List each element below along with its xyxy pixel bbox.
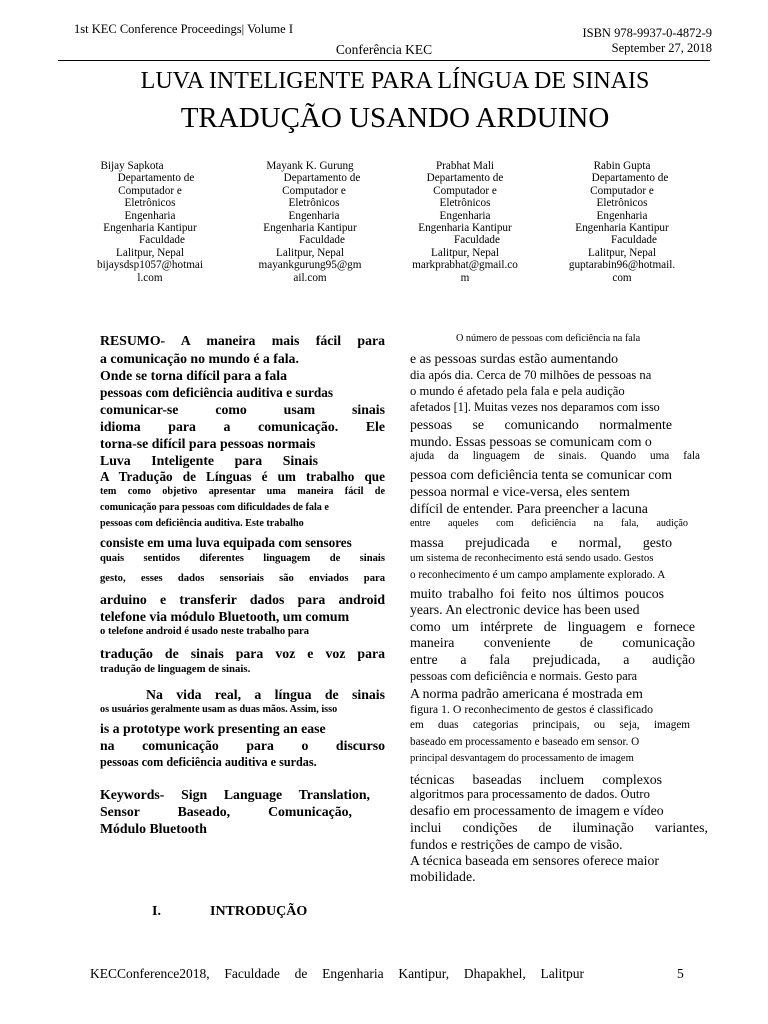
author-affiliation: Faculdade [611, 234, 657, 247]
abstract-line: pessoas com deficiência auditiva. Este trabalho [100, 518, 304, 529]
keywords-line: Keywords- Sign Language Translation, [100, 787, 370, 802]
body-line: fundos e restrições de campo de visão. [410, 837, 623, 852]
body-line: pessoa normal e vice-versa, eles sentem [410, 484, 630, 499]
body-line: dia após dia. Cerca de 70 milhões de pessoas na [410, 368, 652, 382]
body-line: em duas categorias principais, ou seja, imagem [410, 719, 690, 731]
author-dept: Eletrônicos [288, 197, 340, 210]
author-name: Prabhat Mali [435, 160, 495, 172]
section-number: I. [152, 904, 161, 919]
body-line: O número de pessoas com deficiência na fala [456, 333, 641, 344]
author-dept: Computador e [433, 184, 497, 197]
author-name: Mayank K. Gurung [266, 160, 354, 172]
body-line: maneira conveniente de comunicação [410, 635, 695, 650]
paragraph-line: na comunicação para o discurso [100, 738, 385, 753]
author-block-4 [552, 160, 692, 284]
author-email: m [460, 271, 470, 284]
author-affiliation: Faculdade [299, 234, 345, 247]
author-email: guptarabin96@hotmail. [568, 259, 676, 272]
body-line: A técnica baseada em sensores oferece maior [410, 853, 659, 868]
proceedings-label: 1st KEC Conference Proceedings| Volume I [74, 22, 294, 36]
author-email: mayankgurung95@gm [258, 259, 362, 272]
author-affiliation: Faculdade [139, 234, 185, 247]
body-line: afetados [1]. Muitas vezes nos deparamos com isso [410, 400, 660, 414]
abstract-line: telefone via módulo Bluetooth, um comum [100, 609, 350, 624]
body-line: inclui condições de iluminação variantes, [410, 820, 708, 835]
author-dept: Computador e [590, 184, 654, 197]
body-line: o reconhecimento é um campo amplamente explorado. A [410, 569, 666, 581]
abstract-line: comunicação para pessoas com dificuldades de fala e [100, 502, 329, 513]
body-line: pessoas com deficiência e normais. Gesto para [410, 669, 638, 683]
author-dept: Engenharia [288, 209, 340, 222]
introduction-text [410, 333, 722, 886]
footer-text: KECConference2018, Faculdade de Engenharia Kantipur, Dhapakhel, Lalitpur [90, 966, 584, 981]
abstract-line: Onde se torna difícil para a fala [100, 368, 288, 383]
paragraph-line: Na vida real, a língua de sinais [146, 687, 385, 702]
author-dept: Engenharia [124, 209, 176, 222]
author-affiliation: Engenharia Kantipur [103, 222, 197, 235]
author-location: Lalitpur, Nepal [588, 246, 656, 259]
body-line: pessoas se comunicando normalmente [410, 417, 672, 432]
conference-name: Conferência KEC [335, 42, 433, 57]
body-line: um sistema de reconhecimento está sendo usado. Gestos [410, 552, 654, 564]
body-line: o mundo é afetado pela fala e pela audição [410, 384, 625, 398]
body-line: years. An electronic device has been used [410, 602, 640, 617]
body-line: técnicas baseadas incluem complexos [410, 772, 662, 787]
keywords-line: Sensor Baseado, Comunicação, [100, 804, 352, 819]
body-line: mundo. Essas pessoas se comunicam com o [410, 434, 652, 449]
author-dept: Departamento de [117, 172, 195, 185]
abstract-line: tradução de sinais para voz e voz para [100, 646, 385, 661]
author-dept: Departamento de [591, 172, 669, 185]
isbn: ISBN 978-9937-0-4872-9 [582, 26, 712, 40]
author-affiliation: Engenharia Kantipur [263, 222, 357, 235]
body-line: principal desvantagem do processamento de imagem [410, 753, 634, 764]
paragraph-line: os usuários geralmente usam as duas mãos. Assim, isso [100, 704, 338, 715]
author-dept: Engenharia [596, 209, 648, 222]
body-line: baseado em processamento e baseado em sensor. O [410, 736, 640, 748]
abstract-line: tradução de linguagem de sinais. [100, 663, 251, 675]
conference-date: September 27, 2018 [611, 41, 712, 55]
abstract-line: quais sentidos diferentes linguagem de sinais [100, 553, 385, 564]
author-dept: Departamento de [283, 172, 361, 185]
abstract-line: torna-se difícil para pessoas normais [100, 436, 316, 451]
body-line: pessoa com deficiência tenta se comunicar com [410, 467, 673, 482]
body-line: desafio em processamento de imagem e vídeo [410, 803, 664, 818]
author-location: Lalitpur, Nepal [116, 246, 184, 259]
author-name: Bijay Sapkota [100, 160, 164, 172]
paper-title-line-1: LUVA INTELIGENTE PARA LÍNGUA DE SINAIS [140, 68, 650, 94]
author-block-1 [80, 160, 220, 284]
body-line: figura 1. O reconhecimento de gestos é classificado [410, 702, 654, 716]
header-rule [58, 60, 710, 61]
body-line: ajuda da linguagem de sinais. Quando uma fala [410, 450, 700, 462]
body-line: como um intérprete de linguagem e fornece [410, 619, 695, 634]
body-line: A norma padrão americana é mostrada em [410, 686, 643, 701]
author-block-2 [240, 160, 380, 284]
keywords-line: Módulo Bluetooth [100, 821, 207, 836]
body-line: massa prejudicada e normal, gesto [410, 535, 672, 550]
paragraph-line: is a prototype work presenting an ease [100, 721, 326, 736]
abstract-line: Luva Inteligente para Sinais [100, 453, 318, 468]
section-heading: INTRODUÇÃO [210, 904, 308, 919]
body-line: muito trabalho foi feito nos últimos poucos [410, 586, 664, 601]
abstract-line: idioma para a comunicação. Ele [100, 419, 385, 434]
author-dept: Departamento de [426, 172, 504, 185]
abstract-line: A Tradução de Línguas é um trabalho que [100, 469, 385, 484]
author-affiliation: Engenharia Kantipur [575, 222, 669, 235]
author-email: com [612, 271, 632, 284]
abstract-line: consiste em uma luva equipada com sensores [100, 535, 352, 550]
author-dept: Engenharia [439, 209, 491, 222]
abstract-line: pessoas com deficiência auditiva e surdas [100, 385, 334, 400]
author-location: Lalitpur, Nepal [431, 246, 499, 259]
abstract-line: comunicar-se como usam sinais [100, 402, 385, 417]
abstract-line: o telefone android é usado neste trabalho para [100, 626, 310, 637]
author-dept: Eletrônicos [124, 197, 176, 210]
abstract-line: tem como objetivo apresentar uma maneira fácil de [100, 486, 385, 497]
body-line: e as pessoas surdas estão aumentando [410, 351, 619, 366]
abstract-line: gesto, esses dados sensoriais são enviados para [100, 573, 385, 584]
paragraph-line: pessoas com deficiência auditiva e surdas. [100, 755, 317, 769]
abstract-paragraph-2 [100, 687, 385, 772]
author-dept: Computador e [282, 184, 346, 197]
author-email: ail.com [293, 271, 327, 284]
author-dept: Eletrônicos [596, 197, 648, 210]
author-affiliation: Faculdade [454, 234, 500, 247]
abstract-line: arduino e transferir dados para android [100, 592, 385, 607]
author-name: Rabin Gupta [593, 160, 651, 172]
author-dept: Eletrônicos [439, 197, 491, 210]
body-line: difícil de entender. Para preencher a lacuna [410, 501, 648, 516]
body-line: entre a fala prejudicada, a audição [410, 652, 695, 667]
author-email: markprabhat@gmail.co [412, 259, 518, 272]
body-line: mobilidade. [410, 869, 476, 884]
abstract-line: RESUMO- A maneira mais fácil para [100, 333, 385, 348]
author-block-3 [395, 160, 535, 284]
page-number: 5 [677, 966, 684, 981]
paper-title-line-2: TRADUÇÃO USANDO ARDUINO [180, 102, 610, 134]
author-affiliation: Engenharia Kantipur [418, 222, 512, 235]
author-email: bijaysdsp1057@hotmai [96, 259, 203, 272]
abstract [100, 333, 385, 680]
keywords [100, 787, 370, 838]
abstract-line: a comunicação no mundo é a fala. [100, 351, 299, 366]
author-email: l.com [137, 271, 163, 284]
author-location: Lalitpur, Nepal [276, 246, 344, 259]
body-line: entre aqueles com deficiência na fala, audição [410, 518, 688, 529]
author-dept: Computador e [118, 184, 182, 197]
body-line: algoritmos para processamento de dados. Outro [410, 787, 650, 801]
